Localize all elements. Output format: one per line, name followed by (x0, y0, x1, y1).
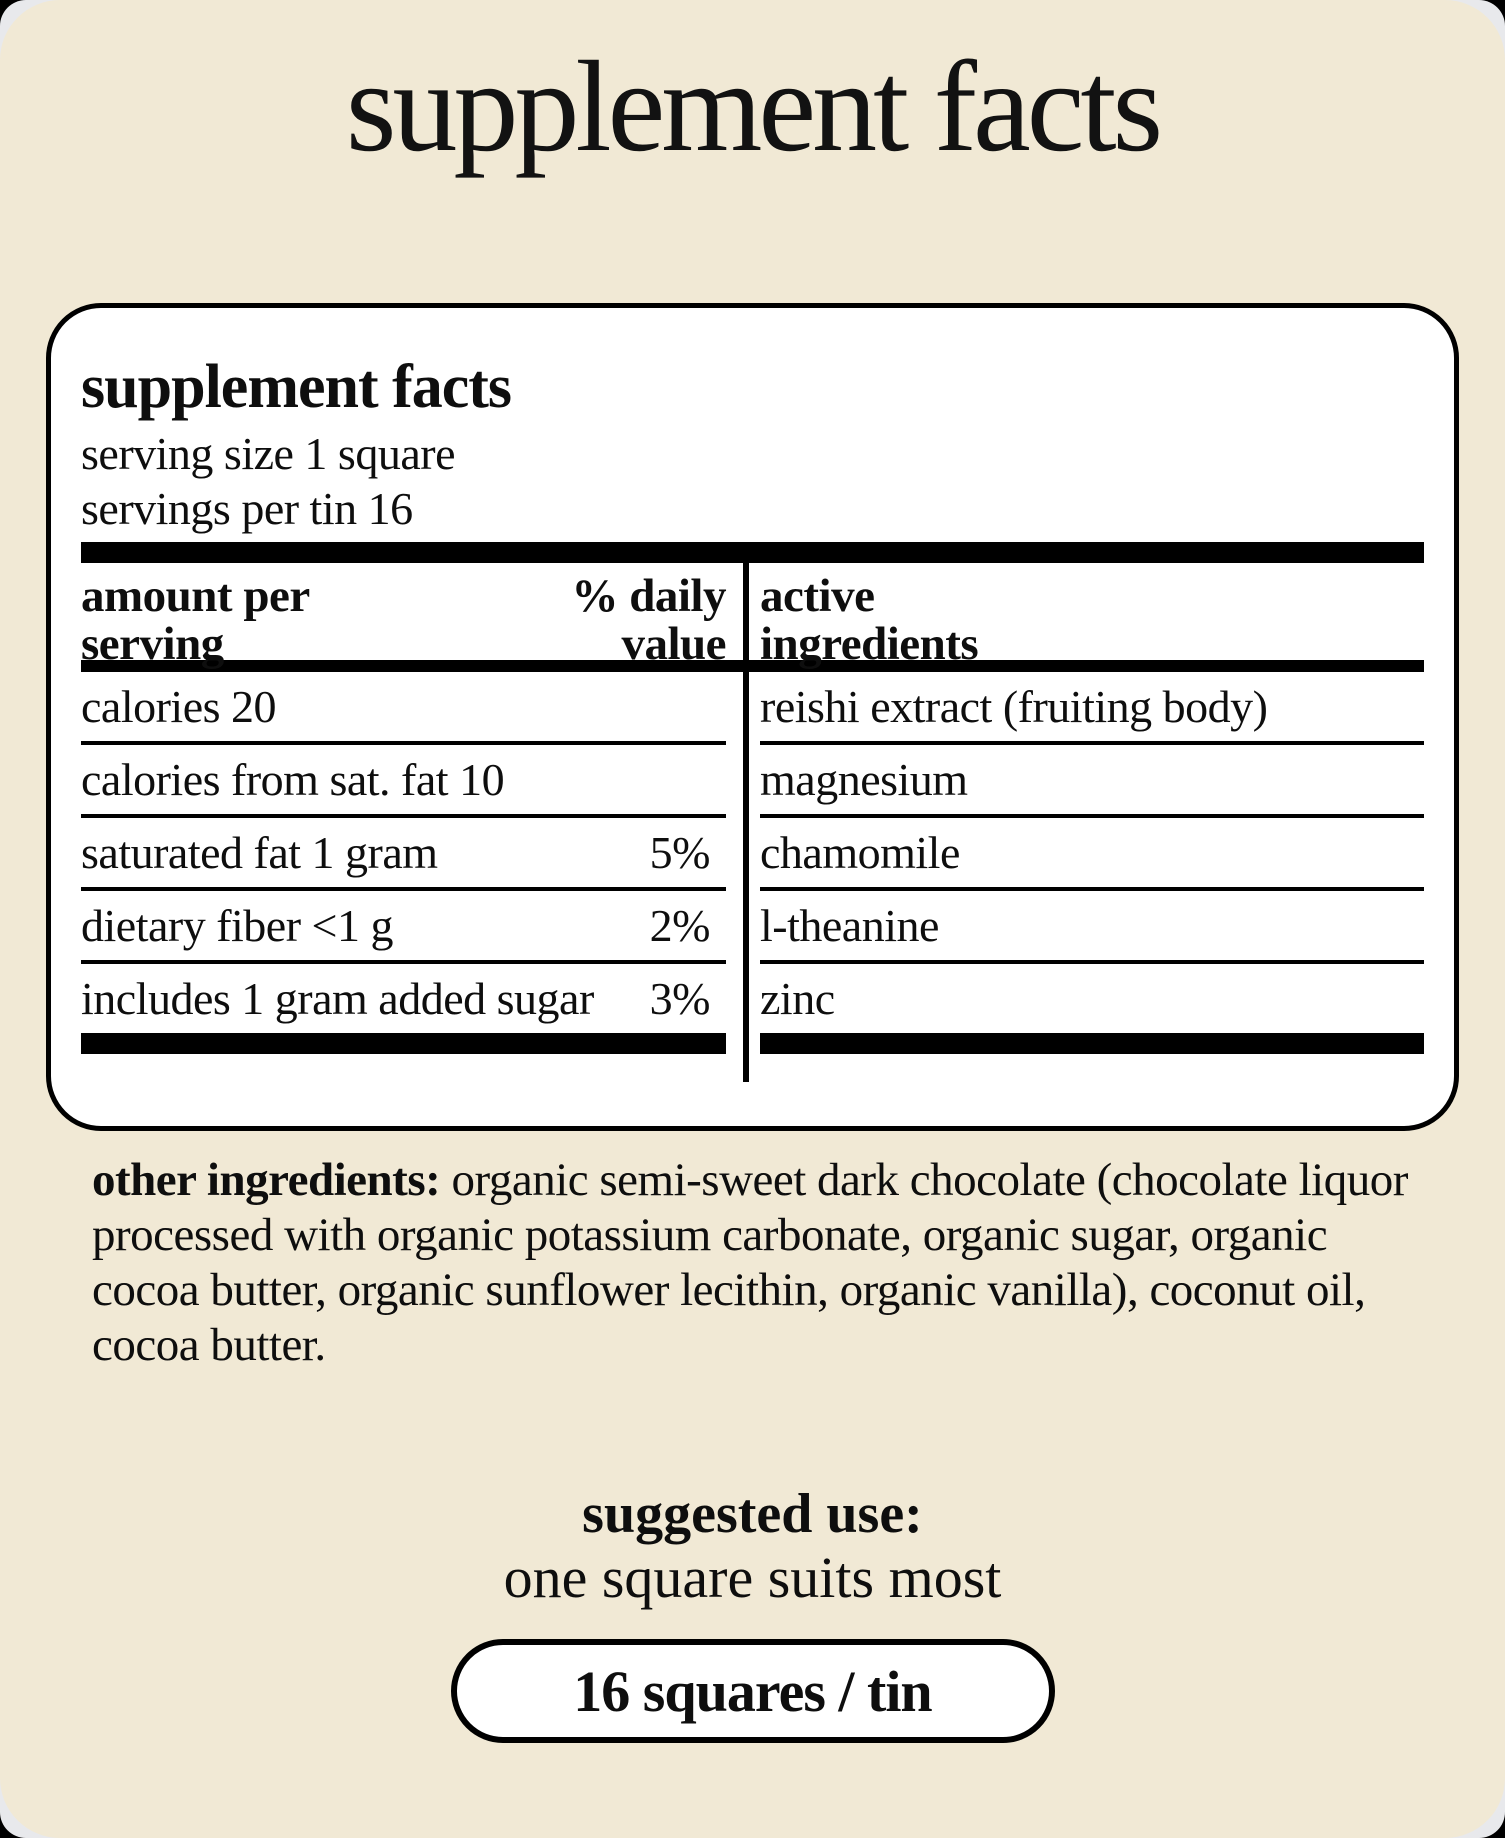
row-label: l-theanine (760, 900, 939, 952)
table-row (760, 745, 1424, 818)
row-label: reishi extract (fruiting body) (760, 681, 1268, 733)
active-ingredients-header-text (760, 570, 979, 671)
facts-table (81, 563, 1424, 1054)
row-value: 3% (649, 973, 710, 1025)
table-row (81, 818, 726, 891)
other-ingredients-label: other ingredients: (92, 1154, 441, 1207)
daily-value-header (571, 570, 726, 671)
amount-per-serving-header (81, 570, 310, 671)
column-divider (743, 563, 749, 1082)
row-label: chamomile (760, 827, 960, 879)
header-line: value (621, 618, 726, 671)
table-row (760, 964, 1424, 1033)
row-label: magnesium (760, 754, 968, 806)
top-rule (81, 542, 1424, 563)
row-value: 5% (649, 827, 710, 879)
table-row (760, 672, 1424, 745)
table-row (81, 964, 726, 1033)
page-title: supplement facts (345, 35, 1160, 179)
amounts-column (81, 563, 726, 1054)
active-ingredients-column (726, 563, 1424, 1054)
header-line: ingredients (760, 618, 979, 671)
header-line: active (760, 570, 875, 623)
suggested-use-section (0, 1485, 1505, 1743)
table-row (81, 891, 726, 964)
bottom-rule (81, 1033, 726, 1054)
header-line: % daily (571, 570, 726, 623)
table-row (81, 672, 726, 745)
facts-card-title: supplement facts (81, 353, 512, 421)
row-label: includes 1 gram added sugar (81, 973, 594, 1025)
suggested-use-text: one square suits most (503, 1545, 1002, 1611)
table-row (760, 891, 1424, 964)
suggested-use-label: suggested use: (582, 1483, 923, 1546)
amounts-header (81, 563, 726, 671)
row-label: dietary fiber <1 g (81, 900, 393, 952)
header-line: serving (81, 618, 224, 671)
serving-size-line: serving size 1 square (81, 428, 455, 479)
other-ingredients-text: organic semi-sweet dark chocolate (chocolate liquor processed with organic potassium carbonate, organic sugar, organic cocoa butter, organic sunflower lecithin, organic vanilla), coconut oil, cocoa butter. (92, 1154, 1408, 1372)
active-ingredients-header (760, 563, 1424, 671)
header-line: amount per (81, 570, 310, 623)
bottom-rule (760, 1033, 1424, 1054)
row-label: zinc (760, 973, 835, 1025)
row-label: calories from sat. fat 10 (81, 754, 505, 806)
table-row (81, 745, 726, 818)
squares-per-tin-badge: 16 squares / tin (451, 1639, 1055, 1743)
row-label: saturated fat 1 gram (81, 827, 438, 879)
facts-card (46, 303, 1459, 1131)
other-ingredients-paragraph (92, 1153, 1420, 1373)
servings-per-tin-line: servings per tin 16 (81, 483, 413, 535)
row-value: 2% (649, 900, 710, 952)
row-label: calories 20 (81, 681, 277, 733)
table-row (760, 818, 1424, 891)
